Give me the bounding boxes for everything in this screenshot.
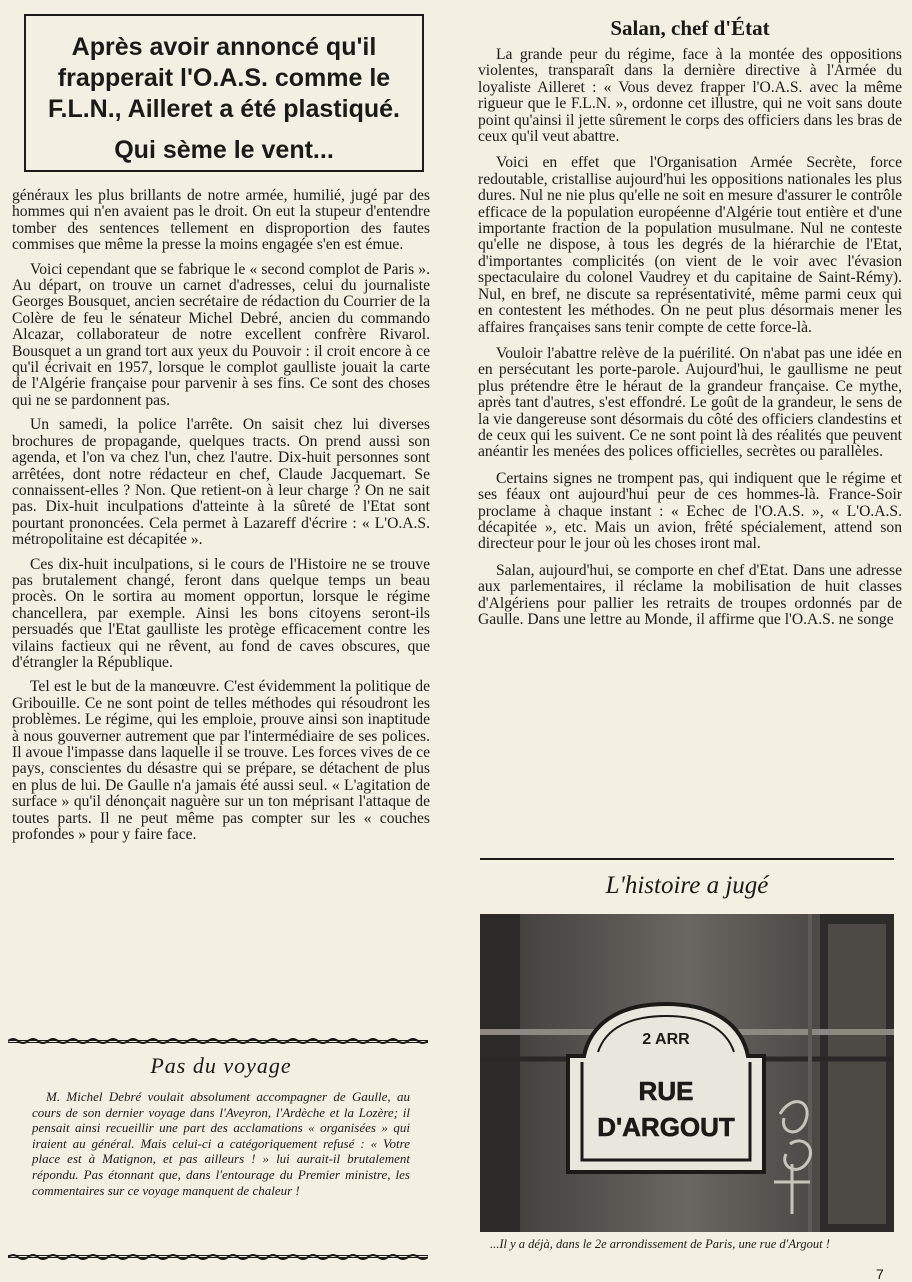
section-divider <box>480 858 894 860</box>
sign-arrondissement: 2 ARR <box>642 1031 690 1048</box>
right-paragraph: Certains signes ne trompent pas, qui indiquent que le régime et ses féaux ont aujourd'hui peur de ces hommes-là. France-Soir proclame à chaque instant : « Echec de l'O.A.S. », « L'O.A.S. décapitée », etc. Mais un avion, frêté spécialement, attend son directeur pour le jour où les choses iront mal. <box>478 469 902 553</box>
left-paragraph: Ces dix-huit inculpations, si le cours de l'Histoire ne se trouve pas brutalement changé, feront dans quelque temps un beau procès. On le sortira au moment opportun, lorsque le régime chancellera, par exemple. Ainsi les bons citoyens seront-ils persuadés que l'Etat gaulliste les protège efficacement contre les vilains factieux qui ne rêvent, au fond de caves obscures, que d'étrangler la République. <box>12 555 430 671</box>
note-text: M. Michel Debré voulait absolument accompagner de Gaulle, au cours de son dernier voyage dans l'Aveyron, l'Ardèche et la Lozère; il pensait ainsi recueillir une part des acclamations « organisées » qui iraient au général. Mais celui-ci a catégoriquement refusé : « Votre place est à Matignon, et pas ailleurs ! » lui aurait-il brutalement répondu. Pas étonnant que, dans l'entourage du Premier ministre, les commentaires sur ce voyage manquent de chaleur ! <box>32 1089 410 1198</box>
left-paragraph: Tel est le but de la manœuvre. C'est évidemment la politique de Gribouille. Ce ne sont point de telles méthodes qui résoudront les problèmes. Le régime, qui les emploie, prouve ainsi son inaptitude à nous gouverner autrement que par l'intermédiaire de ses polices. Il avoue l'impasse dans laquelle il se trouve. Les forces vives de ce pays, conscientes du désastre qui se prépare, se détachent de plus en plus de lui. De Gaulle n'a jamais été aussi seul. « L'agitation de surface » qu'il dénonçait naguère sur un ton méprisant l'attaque de toutes parts. Il ne peut même pas compter sur les « couches profondes » pour y faire face. <box>12 678 430 844</box>
boxed-note <box>8 1040 428 1258</box>
street-sign-illustration <box>480 914 894 1232</box>
note-title: Pas du voyage <box>150 1053 292 1078</box>
photo-caption: ...Il y a déjà, dans le 2e arrondissement de Paris, une rue d'Argout ! <box>490 1237 830 1251</box>
left-paragraph: Voici cependant que se fabrique le « second complot de Paris ». Au départ, on trouve un carnet d'adresses, celui du journaliste Georges Bousquet, ancien secrétaire de rédaction du Courrier de la Colère de feu le sénateur Michel Debré, ancien du commando Alcazar, collaborateur de notre excellent confrère Rivarol. Bousquet a un grand tort aux yeux du Pouvoir : il croit encore à ce qu'il écrivait en 1957, lorsque le complot gaulliste jouait la carte de l'Algérie française pour parvenir à ses fins. Ce sont des choses qui ne se pardonnent pas. <box>12 260 430 409</box>
left-column <box>12 14 430 851</box>
right-article <box>478 47 902 628</box>
sign-street-name: D'ARGOUT <box>597 1112 735 1142</box>
right-column <box>478 16 902 638</box>
headline-box <box>24 14 424 172</box>
right-article-title: Salan, chef d'État <box>610 16 770 40</box>
photo-title: L'histoire a jugé <box>605 872 769 899</box>
page-number: 7 <box>876 1266 884 1282</box>
headline-tagline: Qui sème le vent... <box>114 136 334 164</box>
wavy-border-bottom <box>8 1253 428 1261</box>
wavy-border-top <box>8 1037 428 1045</box>
right-paragraph: Salan, aujourd'hui, se comporte en chef d'Etat. Dans une adresse aux parlementaires, il réclame la mobilisation de huit classes d'Algériens pour pallier les retraits de troupes ordonnés par de Gaulle. Dans une lettre au Monde, il affirme que l'O.A.S. ne songe <box>478 561 902 628</box>
left-paragraph: généraux les plus brillants de notre armée, humilié, jugé par des hommes qui n'en avaient pas le droit. On eut la stupeur d'entendre tomber des sentences tellement en disproportion des fautes commises que même la presse la moins engagée s'en est émue. <box>12 187 430 254</box>
headline-main: Après avoir annoncé qu'il frapperait l'O.A.S. comme le F.L.N., Ailleret a été plastiqué. <box>48 33 400 123</box>
right-paragraph: Voici en effet que l'Organisation Armée Secrète, force redoutable, cristallise aujourd'hui les oppositions nationales les plus dures. Nul ne nie plus qu'elle ne soit en mesure d'assurer le contrôle efficace de la population européenne d'Algérie tout entière et d'une importante fraction de la population musulmane. Nul ne conteste qu'elle ne dispose, à tous les degrés de la hiérarchie de l'Etat, d'importantes complicités (on vient de le voir avec l'évasion spectaculaire du colonel Vaudrey et du capitaine de Saint-Rémy). Nul, en bref, ne discute sa représentativité, même parmi ceux qui en contestent les méthodes. On ne peut plus désormais mener les affaires françaises sans tenir compte de cette force-là. <box>478 154 902 336</box>
right-paragraph: La grande peur du régime, face à la montée des oppositions violentes, transparaît dans la dernière directive à l'Armée du loyaliste Ailleret : « Vous devez frapper l'O.A.S. avec la même rigueur que le F.L.N. », ordonne cet illustre, qui ne voit sans doute point qu'ainsi il jette sûrement le corps des officiers dans les bras de ceux qu'il veut abattre. <box>478 46 902 146</box>
right-paragraph: Vouloir l'abattre relève de la puérilité. On n'abat pas une idée en en persécutant les porte-parole. Aujourd'hui, le gaullisme ne peut plus prétendre être le héraut de la grandeur française. Ce mythe, après tant d'autres, s'est effondré. Le goût de la grandeur, le sens de la vie dangereuse sont désormais du côté des officiers clandestins et de ceux qui les suivent. Ce ne sont point là des réalités que peuvent anéantir les menées des polices officielles, secrètes ou parallèles. <box>478 344 902 461</box>
street-sign-photo <box>480 914 894 1232</box>
sign-street-word: RUE <box>638 1076 694 1106</box>
left-article <box>12 188 430 843</box>
left-paragraph: Un samedi, la police l'arrête. On saisit chez lui diverses brochures de propagande, quelques tracts. On prend aussi son agenda, et l'on va chez l'un, chez l'autre. Dix-huit personnes sont arrêtées, dont notre rédacteur en chef, Claude Jacquemart. Se connaissent-elles ? Non. Que retient-on à leur charge ? On ne sait pas. Dix-huit inculpations d'atteinte à la sûreté de l'Etat sont pourtant prononcées. Cela permet à Lazareff d'écrire : « L'O.A.S. métropolitaine est décapitée ». <box>12 416 430 549</box>
